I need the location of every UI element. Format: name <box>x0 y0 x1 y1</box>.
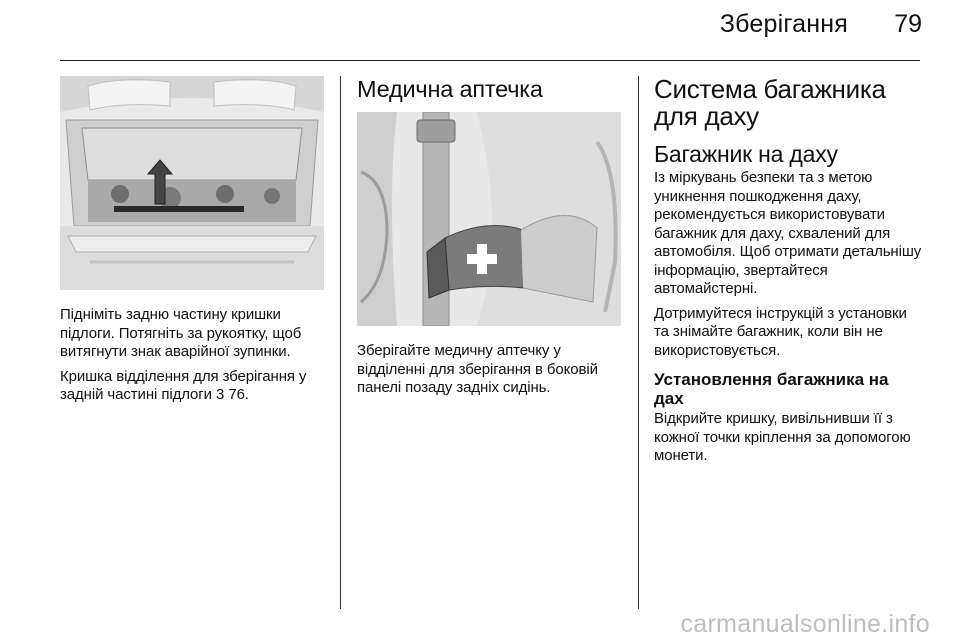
paragraph: Дотримуйтеся інструкцій з установки та знімайте багажник, коли він не використовується. <box>654 304 907 359</box>
page-number: 79 <box>894 10 922 38</box>
first-aid-illustration <box>357 112 621 326</box>
paragraph: Відкрийте кришку, вивільнивши її з кожної точки кріплення за допомогою монети. <box>654 410 911 464</box>
header-divider <box>60 60 920 61</box>
page-section-title: Зберігання <box>719 10 848 38</box>
column-first-aid <box>357 76 623 404</box>
subsubsection-heading: Установлення багажника на дах <box>654 370 889 408</box>
section-heading: Система багажника для даху <box>654 74 886 131</box>
paragraph: Підніміть задню частину кришки підлоги. Потягніть за рукоятку, щоб витягнути знак аварійної зупинки. <box>60 306 302 360</box>
subsection-heading: Багажник на даху <box>654 141 838 167</box>
watermark: carmanualsonline.info <box>680 610 930 638</box>
column-trunk-floor <box>60 76 326 411</box>
column-divider-1 <box>340 76 341 609</box>
paragraph: Кришка відділення для зберігання у задній частині підлоги 3 76. <box>60 367 307 403</box>
column-divider-2 <box>638 76 639 609</box>
column-roof-rack <box>654 76 922 472</box>
paragraph: Із міркувань безпеки та з метою уникнення пошкодження даху, рекомендується використовувати багажник для даху, схвалений для автомобіля. Щоб отримати детальнішу інформацію, звертайтеся автомайстерні. <box>654 169 922 297</box>
paragraph: Зберігайте медичну аптечку у відділенні для зберігання в боковій панелі позаду задніх сидінь. <box>357 342 598 396</box>
section-heading: Медична аптечка <box>357 76 543 102</box>
first-aid-kit-image <box>357 112 621 326</box>
car-trunk-floor-image <box>60 76 324 290</box>
trunk-illustration <box>60 76 324 290</box>
